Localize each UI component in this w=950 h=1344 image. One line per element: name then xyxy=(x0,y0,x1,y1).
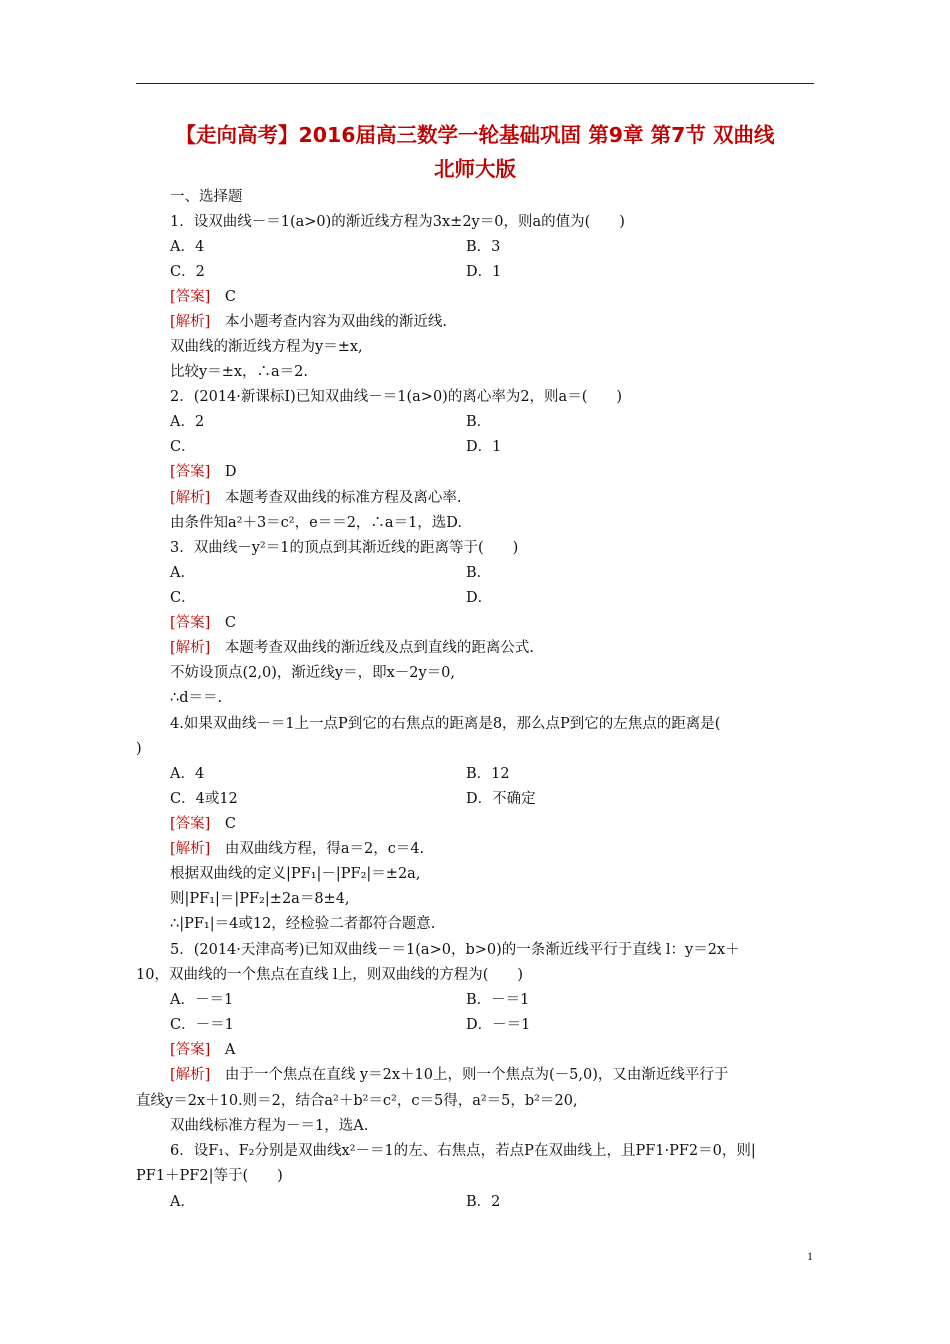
q1-option-d: D．1 xyxy=(466,264,502,280)
q4-option-d: D．不确定 xyxy=(466,791,536,807)
q4-analysis-line: 则|PF₁|＝|PF₂|±2a＝8±4, xyxy=(170,891,350,907)
q3-option-b: B． xyxy=(466,565,492,581)
q4-option-c: C．4或12 xyxy=(170,791,238,807)
q2-analysis: [解析] 本题考查双曲线的标准方程及离心率. xyxy=(170,490,462,506)
answer-tag: [答案] xyxy=(170,464,211,480)
q5-option-b: B．－＝1 xyxy=(466,992,530,1008)
q2-option-d: D．1 xyxy=(466,439,502,455)
q4-stem-cont: ) xyxy=(136,741,142,757)
q1-option-a: A．4 xyxy=(170,239,205,255)
q4-stem: 4.如果双曲线－＝1上一点P到它的右焦点的距离是8，那么点P到它的左焦点的距离是( xyxy=(170,716,721,732)
header-rule xyxy=(136,83,814,84)
analysis-tag: [解析] xyxy=(170,314,211,330)
q5-analysis: [解析] 由于一个焦点在直线 y＝2x＋10上，则一个焦点为(－5,0)，又由渐近线平行于 xyxy=(170,1067,729,1083)
section-heading: 一、选择题 xyxy=(170,189,243,205)
q3-analysis-line: ∴d＝＝. xyxy=(170,690,223,706)
page-number: 1 xyxy=(807,1249,813,1263)
q4-option-b: B．12 xyxy=(466,766,510,782)
document-title: 【走向高考】2016届高三数学一轮基础巩固 第9章 第7节 双曲线 xyxy=(175,123,775,147)
q5-stem: 5．(2014·天津高考)已知双曲线－＝1(a>0，b>0)的一条渐近线平行于直线 l：y＝2x＋ xyxy=(170,942,740,958)
q3-analysis-line: 不妨设顶点(2,0)，渐近线y＝，即x－2y＝0, xyxy=(170,665,455,681)
q6-option-a: A． xyxy=(170,1194,195,1210)
q4-answer: [答案] C xyxy=(170,816,236,832)
q4-analysis-line: 根据双曲线的定义|PF₁|－|PF₂|＝±2a, xyxy=(170,866,421,882)
q1-option-b: B．3 xyxy=(466,239,501,255)
q1-analysis-line: 双曲线的渐近线方程为y＝±x, xyxy=(170,339,363,355)
q5-answer: [答案] A xyxy=(170,1042,236,1058)
q4-analysis: [解析] 由双曲线方程，得a＝2，c＝4. xyxy=(170,841,425,857)
q2-analysis-line: 由条件知a²＋3＝c²，e＝＝2，∴a＝1，选D. xyxy=(170,515,463,531)
q2-stem: 2．(2014·新课标Ⅰ)已知双曲线－＝1(a>0)的离心率为2，则a＝( ) xyxy=(170,389,623,405)
q1-option-c: C．2 xyxy=(170,264,205,280)
analysis-tag: [解析] xyxy=(170,640,211,656)
q2-option-c: C． xyxy=(170,439,196,455)
q6-stem: 6．设F₁、F₂分别是双曲线x²－＝1的左、右焦点，若点P在双曲线上，且PF1·PF2＝0，则| xyxy=(170,1143,756,1159)
q3-option-d: D． xyxy=(466,590,493,606)
q5-stem-cont: 10，双曲线的一个焦点在直线 l上，则双曲线的方程为( ) xyxy=(136,967,524,983)
q5-option-d: D．－＝1 xyxy=(466,1017,531,1033)
q4-analysis-line: ∴|PF₁|＝4或12，经检验二者都符合题意. xyxy=(170,916,436,932)
q3-option-c: C． xyxy=(170,590,196,606)
q6-stem-cont: PF1＋PF2|等于( ) xyxy=(136,1168,283,1184)
q3-option-a: A． xyxy=(170,565,195,581)
q3-answer: [答案] C xyxy=(170,615,236,631)
analysis-tag: [解析] xyxy=(170,841,211,857)
q5-analysis-line: 直线y＝2x＋10.则＝2，结合a²＋b²＝c²，c＝5得，a²＝5，b²＝20, xyxy=(136,1093,578,1109)
q6-option-b: B．2 xyxy=(466,1194,501,1210)
q1-answer: [答案] C xyxy=(170,289,236,305)
q2-option-a: A．2 xyxy=(170,414,205,430)
analysis-tag: [解析] xyxy=(170,1067,211,1083)
q1-stem: 1．设双曲线－＝1(a>0)的渐近线方程为3x±2y＝0，则a的值为( ) xyxy=(170,214,625,230)
q5-option-c: C．－＝1 xyxy=(170,1017,234,1033)
answer-tag: [答案] xyxy=(170,615,211,631)
answer-tag: [答案] xyxy=(170,816,211,832)
q1-analysis-line: 比较y＝±x，∴a＝2. xyxy=(170,364,308,380)
answer-tag: [答案] xyxy=(170,289,211,305)
answer-tag: [答案] xyxy=(170,1042,211,1058)
q5-option-a: A．－＝1 xyxy=(170,992,234,1008)
analysis-tag: [解析] xyxy=(170,490,211,506)
q1-analysis: [解析] 本小题考查内容为双曲线的渐近线. xyxy=(170,314,447,330)
q2-answer: [答案] D xyxy=(170,464,237,480)
q3-analysis: [解析] 本题考查双曲线的渐近线及点到直线的距离公式. xyxy=(170,640,534,656)
document-title-line2: 北师大版 xyxy=(434,157,516,181)
q3-stem: 3．双曲线－y²＝1的顶点到其渐近线的距离等于( ) xyxy=(170,540,519,556)
q2-option-b: B． xyxy=(466,414,492,430)
q4-option-a: A．4 xyxy=(170,766,205,782)
q5-analysis-line: 双曲线标准方程为－＝1，选A. xyxy=(170,1118,369,1134)
